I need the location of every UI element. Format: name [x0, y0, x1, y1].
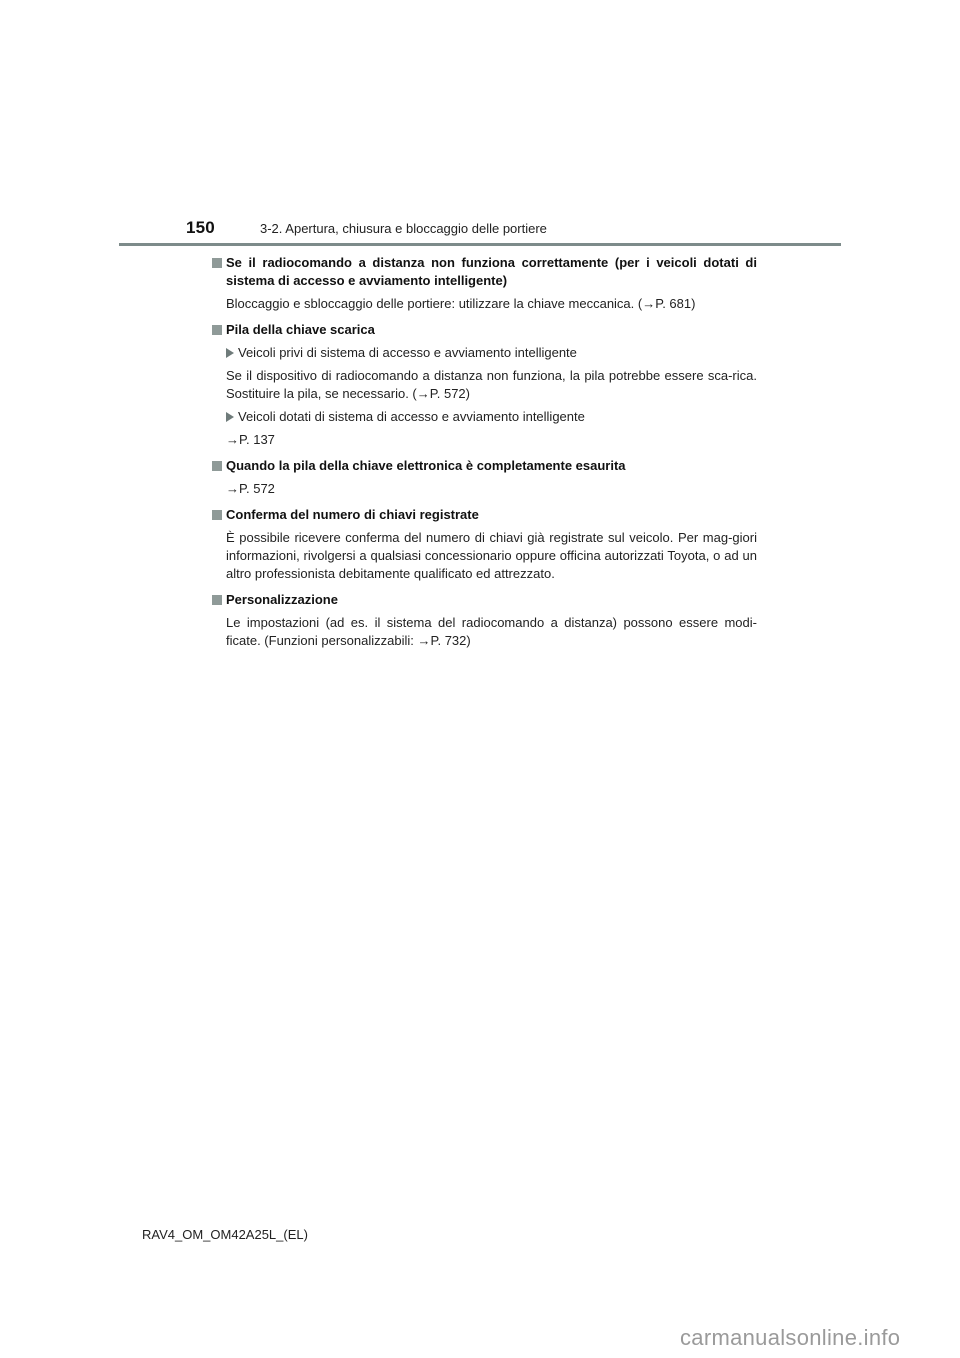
- section-title: 3-2. Apertura, chiusura e bloccaggio delle portiere: [260, 221, 547, 236]
- sub-body-without-smart-entry: Se il dispositivo di radiocomando a distanza non funziona, la pila potrebbe essere sca-rica. Sostituire la pila, se necessario. (→P. 572): [226, 368, 757, 401]
- watermark: carmanualsonline.info: [680, 1325, 901, 1350]
- section-body: È possibile ricevere conferma del numero di chiavi già registrate sul veicolo. Per mag-giori informazioni, rivolgersi a qualsiasi concessionario oppure officina autorizzati Toyota, o ad un altro professionista debitamente qualificato ed attrezzato.: [226, 530, 757, 581]
- sub-heading-with-smart-entry: Veicoli dotati di sistema di accesso e avviamento intelligente: [212, 408, 757, 426]
- section-remote-malfunction: [212, 254, 757, 313]
- triangle-bullet-icon: [226, 348, 234, 358]
- sub-heading-without-smart-entry: Veicoli privi di sistema di accesso e avviamento intelligente: [212, 344, 757, 362]
- square-bullet-icon: [212, 510, 222, 520]
- section-key-battery-depleted: [212, 321, 757, 449]
- section-heading: Personalizzazione: [212, 591, 757, 609]
- triangle-bullet-icon: [226, 412, 234, 422]
- page-number: 150: [186, 218, 215, 237]
- page-reference-link[interactable]: →P. 137: [226, 432, 275, 447]
- section-heading: Se il radiocomando a distanza non funziona correttamente (per i veicoli dotati di sistema di accesso e avviamento intelligente): [212, 254, 757, 290]
- square-bullet-icon: [212, 325, 222, 335]
- section-heading: Pila della chiave scarica: [212, 321, 757, 339]
- section-heading: Quando la pila della chiave elettronica è completamente esaurita: [212, 457, 757, 475]
- square-bullet-icon: [212, 595, 222, 605]
- section-customization: [212, 591, 757, 650]
- section-body: Le impostazioni (ad es. il sistema del radiocomando a distanza) possono essere modi-ficate. (Funzioni personalizzabili: →P. 732): [226, 615, 757, 648]
- square-bullet-icon: [212, 461, 222, 471]
- section-electronic-key-exhausted: [212, 457, 757, 498]
- page-content: [212, 254, 757, 658]
- section-heading: Conferma del numero di chiavi registrate: [212, 506, 757, 524]
- section-body: Bloccaggio e sbloccaggio delle portiere: utilizzare la chiave meccanica. (→P. 681): [226, 296, 696, 311]
- header-rule: [119, 243, 841, 246]
- page-reference-link[interactable]: →P. 572: [226, 481, 275, 496]
- footer-model-code: RAV4_OM_OM42A25L_(EL): [142, 1227, 308, 1242]
- square-bullet-icon: [212, 258, 222, 268]
- section-registered-keys: [212, 506, 757, 583]
